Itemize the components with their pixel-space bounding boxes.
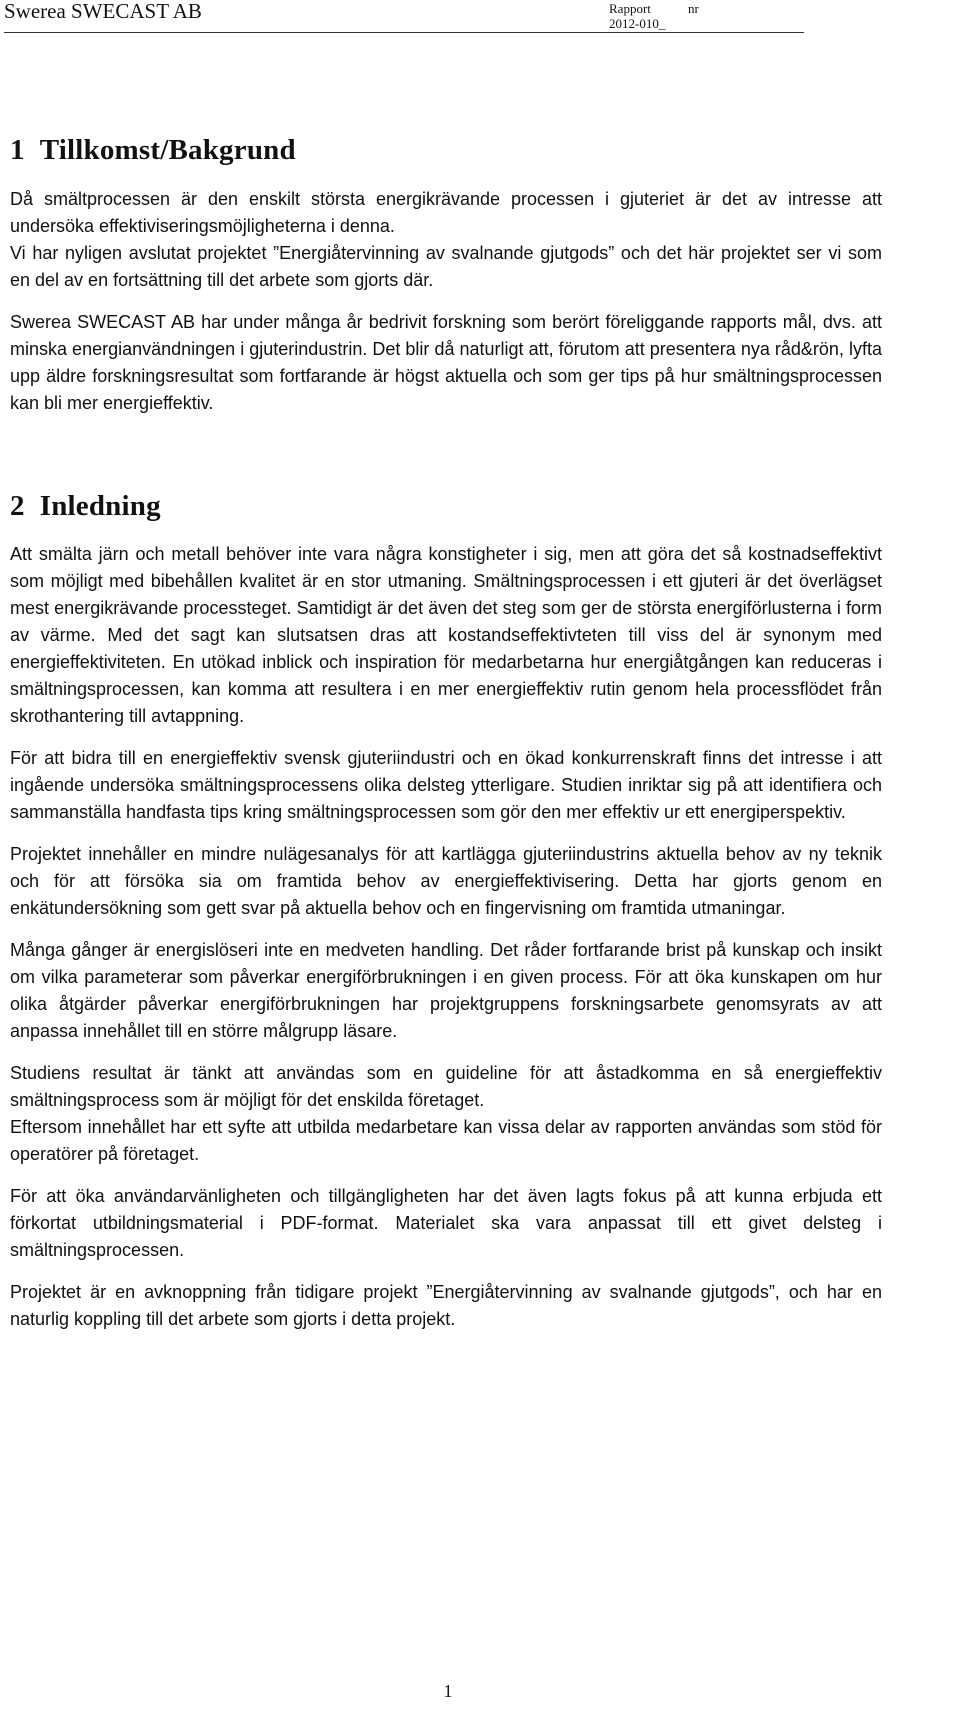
section-1-paragraph: Vi har nyligen avslutat projektet ”Energiåtervinning av svalnande gjutgods” och det här projektet ser vi som en del av en fortsättning till det arbete som gjorts där. [10,243,882,290]
section-1-paragraph: Då smältprocessen är den enskilt största energikrävande processen i gjuteriet är det av intresse att undersöka effektiviseringsmöjligheterna i denna. [10,189,882,236]
section-2-heading [10,489,161,523]
header-org-name: Swerea SWECAST AB [4,0,202,23]
section-2-paragraph: För att bidra till en energieffektiv svensk gjuteriindustri och en ökad konkurrenskraft finns det intresse i att ingående undersöka smältningsprocessens olika delsteg ytterligare. Studien inriktar sig på att identifiera och sammanställa handfasta tips kring smältningsprocessen som gör den mer effektiv ur ett energiperspektiv. [10,748,882,822]
section-2-paragraph: Många gånger är energislöseri inte en medveten handling. Det råder fortfarande brist på kunskap och insikt om vilka parameterar som påverkar energiförbrukningen i en given process. För att öka kunskapen om hur olika åtgärder påverkar energiförbrukningen har projektgruppens forskningsarbete genomsyrats av att anpassa innehållet till en större målgrupp läsare. [10,940,882,1041]
section-2-paragraph: Projektet är en avknoppning från tidigare projekt ”Energiåtervinning av svalnande gjutgods”, och har en naturlig koppling till det arbete som gjorts i detta projekt. [10,1282,882,1329]
section-1-number: 1 [10,134,25,166]
page-header [4,0,804,33]
section-1-heading [10,133,296,167]
section-2-paragraph: Att smälta järn och metall behöver inte vara några konstigheter i sig, men att göra det så kostnadseffektivt som möjligt med bibehållen kvalitet är en stor utmaning. Smältningsprocessen i ett gjuteri är det överlägset mest energikrävande processteget. Samtidigt är det även det steg som ger de största energiförlusterna i form av värme. Med det sagt kan slutsatsen dras att kostandseffektivteten till viss del är synonym med energieffektiviteten. En utökad inblick och inspiration för medarbetarna hur energiåtgången kan reduceras i smältningsprocessen, kan komma att resultera i en mer energieffektiv rutin genom hela processflödet från skrothantering till avtappning. [10,544,882,726]
header-nr-label: nr [688,1,699,16]
section-1-body [10,186,882,417]
header-report-number: 2012-010_ [609,16,666,31]
section-2-title: Inledning [39,490,161,522]
section-2-number: 2 [10,490,25,522]
section-1-title: Tillkomst/Bakgrund [39,134,296,166]
section-1-paragraph: Swerea SWECAST AB har under många år bedrivit forskning som berört föreliggande rapports mål, dvs. att minska energianvändningen i gjuterindustrin. Det blir då naturligt att, förutom att presentera nya råd&rön, lyfta upp äldre forskningsresultat som fortfarande är högst aktuella och som ger tips på hur smältningsprocessen kan bli mer energieffektiv. [10,312,882,413]
section-2-paragraph: Studiens resultat är tänkt att användas som en guideline för att åstadkomma en så energieffektiv smältningsprocess som är möjligt för det enskilda företaget. [10,1063,882,1110]
section-2-paragraph: Eftersom innehållet har ett syfte att utbilda medarbetare kan vissa delar av rapporten användas som stöd för operatörer på företaget. [10,1117,882,1164]
section-2-paragraph: För att öka användarvänligheten och tillgängligheten har det även lagts fokus på att kunna erbjuda ett förkortat utbildningsmaterial i PDF-format. Materialet ska vara anpassat till ett givet delsteg i smältningsprocessen. [10,1186,882,1260]
section-2-paragraph: Projektet innehåller en mindre nulägesanalys för att kartlägga gjuteriindustrins aktuella behov av ny teknik och för att försöka sia om framtida behov av energieffektivisering. Detta har gjorts genom en enkätundersökning som gett svar på aktuella behov och en fingervisning om framtida utmaningar. [10,844,882,918]
page-number: 1 [443,1681,453,1701]
header-report-label: Rapport [609,1,651,16]
section-2-body [10,541,882,1333]
